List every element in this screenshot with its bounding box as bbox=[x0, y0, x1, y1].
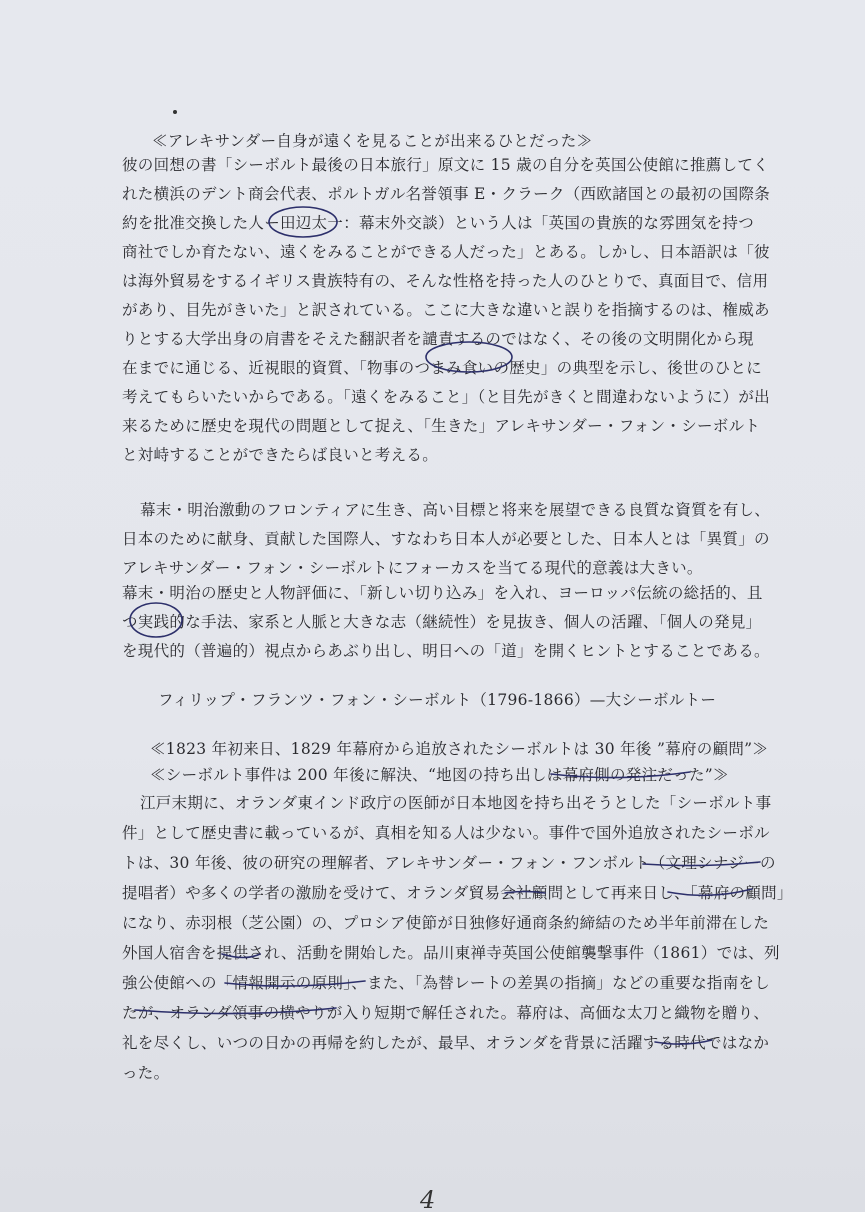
paragraph-line: たが、オランダ領事の横やりが入り短期で解任された。幕府は、高価な太刀と織物を贈り、 bbox=[122, 1004, 770, 1022]
paragraph-line: 件」として歴史書に載っているが、真相を知る人は少ない。事件で国外追放されたシーボル bbox=[122, 824, 770, 842]
paragraph-line: 考えてもらいたいからである。「遠くをみること」（と目先がきくと間違わないように）が出 bbox=[122, 388, 770, 406]
paragraph-line: 商社でしか育たない、遠くをみることができる人だった」とある。しかし、日本語訳は「彼 bbox=[122, 243, 770, 261]
paragraph-line: 強公使館への「情報開示の原則」、また、「為替レートの差異の指摘」などの重要な指南をし bbox=[122, 974, 771, 992]
paragraph-line: 幕末・明治激動のフロンティアに生き、高い目標と将来を展望できる良質な資質を有し、 bbox=[140, 501, 771, 519]
section3-subheading: ≪シーボルト事件は 200 年後に解決、“地図の持ち出しは幕府側の発注だった”≫ bbox=[150, 766, 729, 784]
paragraph-line: 日本のために献身、貢献した国際人、すなわち日本人が必要とした、日本人とは「異質」の bbox=[122, 530, 770, 548]
paragraph-line: った。 bbox=[122, 1064, 170, 1082]
paragraph-line: を現代的（普遍的）視点からあぶり出し、明日への「道」を開くヒントとすることである。 bbox=[122, 642, 770, 660]
paragraph-line: アレキサンダー・フォン・シーボルトにフォーカスを当てる現代的意義は大きい。 bbox=[122, 559, 703, 577]
paragraph-line: りとする大学出身の肩書をそえた翻訳者を譴責するのではなく、その後の文明開化から現 bbox=[122, 330, 754, 348]
paragraph-line: 礼を尽くし、いつの日かの再帰を約したが、最早、オランダを背景に活躍する時代ではなか bbox=[122, 1034, 770, 1052]
paragraph-line: は海外貿易をするイギリス貴族特有の、そんな性格を持った人のひとりで、真面目で、信用 bbox=[122, 272, 769, 290]
section3-subheading: ≪1823 年初来日、1829 年幕府から追放されたシーボルトは 30 年後 ”幕府の顧問”≫ bbox=[150, 740, 769, 758]
paragraph-line: つ実践的な手法、家系と人脈と大きな志（継続性）を見抜き、個人の活躍、「個人の発見」 bbox=[122, 613, 762, 631]
paragraph-line: 約を批准交換した人ー田辺太一：幕末外交談）という人は「英国の貴族的な雰囲気を持つ bbox=[122, 214, 755, 232]
paragraph-line: 外国人宿舎を提供され、活動を開始した。品川東禅寺英国公使館襲撃事件（1861）では、列 bbox=[122, 944, 780, 962]
paragraph-line: 提唱者）や多くの学者の激励を受けて、オランダ貿易会社顧問として再来日し、「幕府の顧問」 bbox=[122, 884, 793, 902]
paragraph-line: 在までに通じる、近視眼的資質、「物事のつまみ食いの歴史」の典型を示し、後世のひとに bbox=[122, 359, 763, 377]
stray-dot bbox=[173, 110, 177, 114]
page-number: 4 bbox=[420, 1186, 436, 1212]
section1-heading: ≪アレキサンダー自身が遠くを見ることが出来るひとだった≫ bbox=[152, 132, 593, 150]
paragraph-line: トは、30 年後、彼の研究の理解者、アレキサンダー・フォン・フンボルト（文理シナジーの bbox=[122, 854, 776, 872]
paragraph-line: と対峙することができたらば良いと考える。 bbox=[122, 446, 439, 464]
paragraph-line: 江戸末期に、オランダ東インド政庁の医師が日本地図を持ち出そうとした「シーボルト事 bbox=[140, 794, 772, 812]
section3-title: フィリップ・フランツ・フォン・シーボルト（1796-1866）—大シーボルトー bbox=[158, 691, 717, 709]
paragraph-line: 彼の回想の書「シーボルト最後の日本旅行」原文に 15 歳の自分を英国公使館に推薦してく bbox=[122, 156, 769, 174]
paragraph-line: になり、赤羽根（芝公園）の、プロシア使節が日独修好通商条約締結のため半年前滞在した bbox=[122, 914, 770, 932]
paragraph-line: 来るために歴史を現代の問題として捉え、「生きた」アレキサンダー・フォン・シーボルト bbox=[122, 417, 761, 435]
paragraph-line: があり、目先がきいた」と訳されている。ここに大きな違いと誤りを指摘するのは、権威あ bbox=[122, 301, 770, 319]
paragraph-line: 幕末・明治の歴史と人物評価に、「新しい切り込み」を入れ、ヨーロッパ伝統の総括的、且 bbox=[122, 584, 763, 602]
paragraph-line: れた横浜のデント商会代表、ポルトガル名誉領事 E・クラーク（西欧諸国との最初の国際条 bbox=[122, 185, 771, 203]
